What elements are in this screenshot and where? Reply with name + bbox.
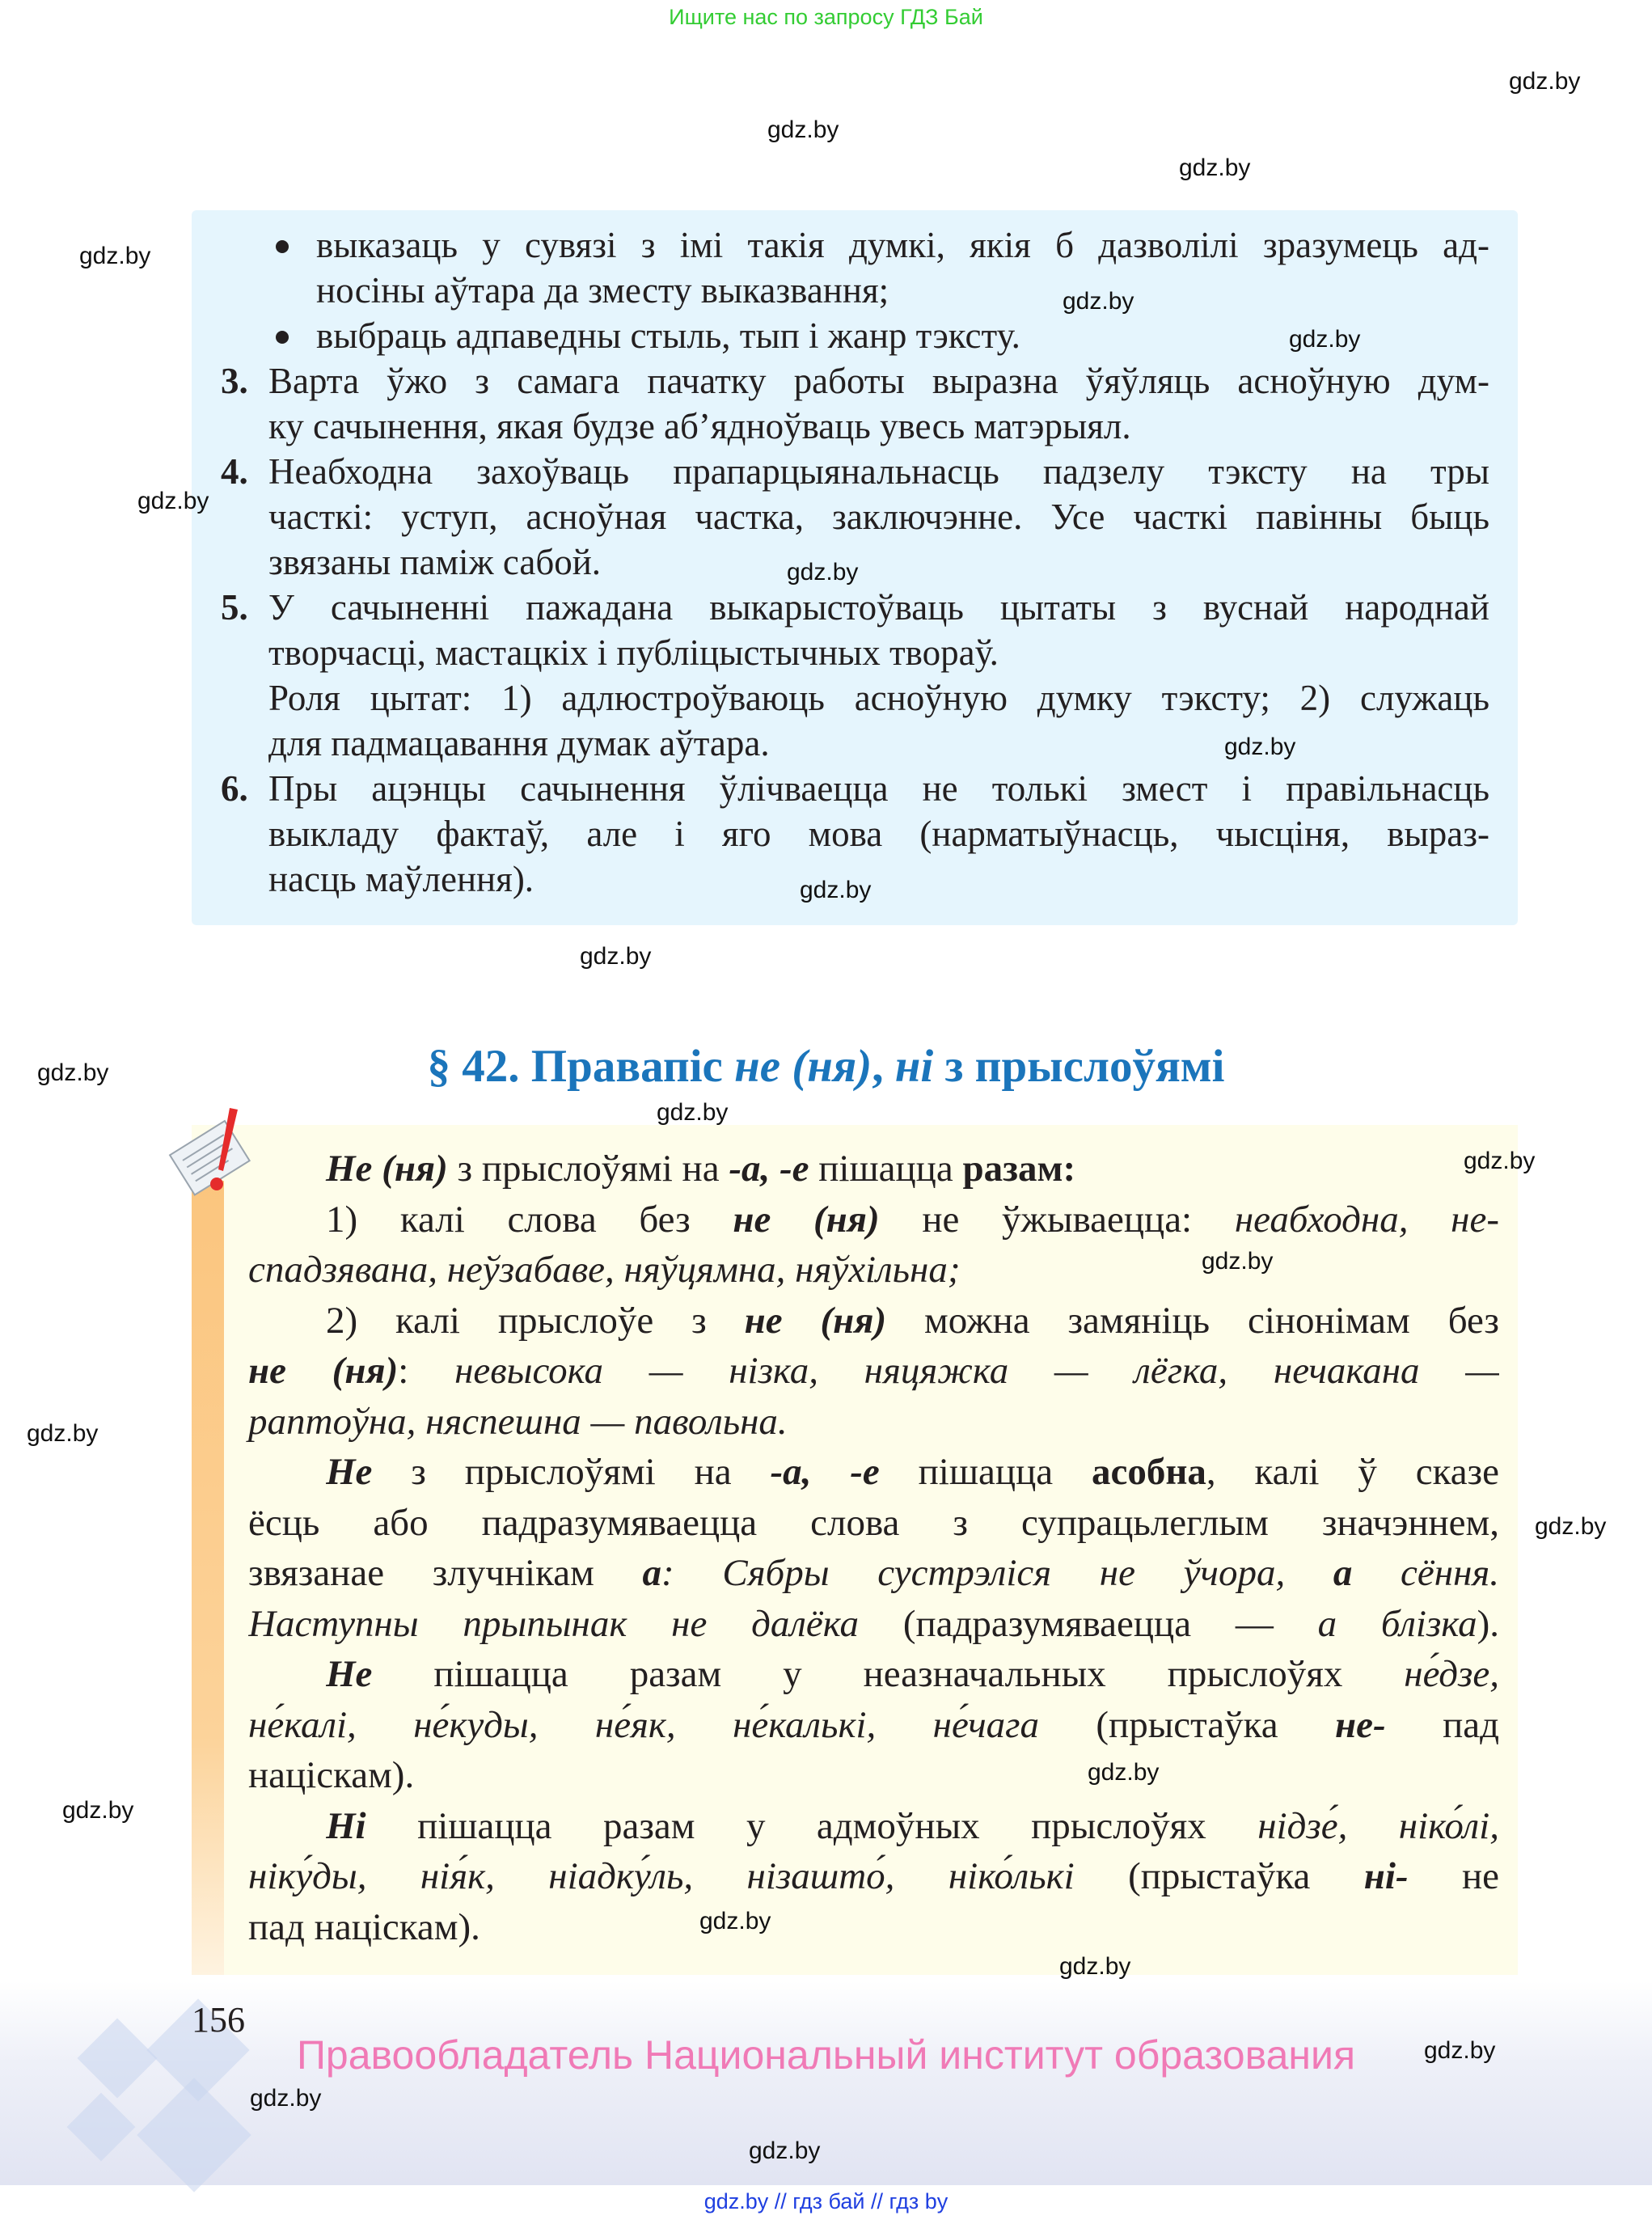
rule-line — [248, 1750, 414, 1800]
rule-text: пад націскам). — [248, 1905, 480, 1948]
rule-line — [248, 1902, 480, 1952]
heading-suffix: з прыслоўямі — [933, 1041, 1225, 1092]
rule-text: 2) калі прыслоўе з — [326, 1299, 745, 1342]
rule-box-stripe — [192, 1181, 224, 1975]
rule-emphasis: не- — [1335, 1703, 1386, 1746]
rule-text: з прыслоўямі на — [372, 1451, 771, 1493]
footer-band — [0, 1981, 1652, 2185]
rule-emphasis: Ні — [326, 1804, 366, 1847]
rule-text: можна замяніць сінонімам без — [886, 1299, 1499, 1342]
rule-emphasis: невысока — нізка, няцяжка — лёгка, нечакана — — [454, 1350, 1499, 1392]
watermark: gdz.by — [250, 2085, 322, 2112]
note-exclamation-icon — [162, 1105, 267, 1198]
watermark: gdz.by — [1289, 326, 1361, 353]
tips-line: творчасці, мастацкіх і публіцыстычных твораў. — [268, 632, 999, 673]
rule-line — [248, 1851, 1499, 1901]
rule-emphasis: -а, -е — [770, 1451, 880, 1493]
watermark: gdz.by — [1224, 734, 1296, 760]
heading-italic-ne: не (ня) — [734, 1041, 872, 1092]
watermark: gdz.by — [657, 1099, 729, 1126]
tips-line: Варта ўжо з самага пачатку работы выразна ўяўляць асноўную дум- — [268, 361, 1489, 401]
bullet-icon — [276, 331, 289, 344]
rule-text: ёсць або падразумяваецца слова з супрацьлеглым значэннем, — [248, 1501, 1499, 1544]
rule-line — [248, 1700, 1499, 1750]
rule-emphasis: Не — [326, 1451, 373, 1493]
rule-line — [248, 1346, 1499, 1396]
rule-emphasis: : Сябры сустрэліся не ўчора, — [661, 1552, 1333, 1594]
rule-box — [192, 1125, 1518, 1975]
rule-emphasis: разам: — [962, 1148, 1076, 1190]
tips-line: У сачыненні пажадана выкарыстоўваць цытаты з вуснай народнай — [268, 587, 1489, 628]
rule-emphasis: Не (ня) — [326, 1148, 448, 1190]
tips-line: выбраць адпаведны стыль, тып і жанр тэксту. — [316, 315, 1020, 356]
rule-line — [248, 1498, 1499, 1548]
watermark: gdz.by — [37, 1059, 109, 1086]
rule-text: пішацца разам у неазначальных прыслоўях — [372, 1653, 1405, 1695]
item-number: 5. — [221, 587, 248, 628]
tips-line: носіны аўтара да зместу выказвання; — [316, 270, 889, 311]
tips-line: для падмацавання думак аўтара. — [268, 723, 770, 763]
item-number: 3. — [221, 361, 248, 401]
rule-text: ). — [1477, 1602, 1499, 1645]
rule-emphasis: Наступны прыпынак не далёка — [248, 1602, 860, 1645]
watermark: gdz.by — [800, 877, 872, 903]
watermark: gdz.by — [1202, 1248, 1274, 1275]
rule-line — [326, 1801, 1499, 1851]
rule-text: пішацца разам у адмоўных прыслоўях — [365, 1804, 1258, 1847]
tips-line: ку сачынення, якая будзе аб’ядноўваць увесь матэрыял. — [268, 406, 1131, 446]
item-number: 6. — [221, 768, 248, 809]
tips-line: Роля цытат: 1) адлюстроўваюць асноўную думку тэксту; 2) служаць — [268, 678, 1489, 718]
watermark: gdz.by — [1424, 2037, 1496, 2064]
rule-text: не — [1408, 1855, 1499, 1897]
rule-emphasis: не́дзе, — [1404, 1653, 1499, 1695]
rule-emphasis: не́калі, не́куды, не́як, не́калькі, не́чага — [248, 1703, 1039, 1746]
rule-text: (падразумяваецца — — [859, 1602, 1318, 1645]
rule-text: : — [398, 1350, 455, 1392]
watermark: gdz.by — [699, 1908, 771, 1934]
rule-text: не ўжываецца: — [879, 1198, 1235, 1241]
watermark: gdz.by — [580, 943, 652, 970]
rule-emphasis: а — [642, 1552, 662, 1594]
rule-line — [248, 1397, 788, 1447]
watermark: gdz.by — [1179, 154, 1251, 181]
rule-emphasis: спадзявана, неўзабаве, няўцямна, няўхільна; — [248, 1249, 961, 1291]
rule-line — [248, 1599, 1499, 1649]
watermark: gdz.by — [1535, 1513, 1607, 1540]
watermark: gdz.by — [767, 116, 839, 143]
rule-emphasis: не (ня) — [248, 1350, 399, 1392]
rule-emphasis: -а, -е — [729, 1148, 809, 1190]
rule-text: пішацца — [879, 1451, 1092, 1493]
watermark: gdz.by — [1059, 1953, 1131, 1980]
rule-emphasis: не (ня) — [744, 1299, 887, 1342]
watermark: gdz.by — [1464, 1148, 1536, 1174]
watermark: gdz.by — [787, 559, 859, 586]
rule-text: 1) калі слова без — [326, 1198, 733, 1241]
rule-line — [326, 1144, 1075, 1194]
tips-line: Неабходна захоўваць прапарцыянальнасць падзелу тэксту на тры — [268, 451, 1489, 492]
rule-emphasis: не (ня) — [733, 1198, 880, 1241]
rule-line — [248, 1245, 960, 1295]
copyright-notice: Правообладатель Национальный институт образования — [296, 2032, 1356, 2078]
page-number: 156 — [192, 2000, 245, 2040]
item-number: 4. — [221, 451, 248, 492]
rule-line — [248, 1548, 1499, 1598]
rule-emphasis: сёння. — [1352, 1552, 1499, 1594]
watermark: gdz.by — [1509, 68, 1581, 95]
watermark: gdz.by — [1088, 1759, 1160, 1786]
rule-text: (прыстаўка — [1038, 1703, 1336, 1746]
bullet-icon — [276, 240, 289, 253]
rule-text: , калі ў сказе — [1206, 1451, 1499, 1493]
watermark: gdz.by — [27, 1420, 99, 1447]
rule-line — [326, 1649, 1499, 1699]
rule-text: націскам). — [248, 1754, 415, 1796]
rule-text: з прыслоўямі на — [447, 1148, 729, 1190]
tips-line: часткі: уступ, асноўная частка, заключэнне. Усе часткі павінны быць — [268, 497, 1489, 537]
rule-line — [326, 1194, 1499, 1245]
rule-emphasis: ні- — [1363, 1855, 1409, 1897]
watermark: gdz.by — [62, 1797, 134, 1824]
rule-line — [326, 1447, 1499, 1497]
tips-line: Пры ацэнцы сачынення ўлічваецца не толькі змест і правільнасць — [268, 768, 1489, 809]
tips-line: выкладу фактаў, але і яго мова (нарматыўнасць, чысціня, выраз- — [268, 814, 1489, 854]
rule-emphasis: нідзе́, ніко́лі, — [1257, 1804, 1499, 1847]
watermark: gdz.by — [749, 2137, 821, 2164]
heading-comma: , — [872, 1041, 895, 1092]
bottom-links[interactable]: gdz.by // гдз бай // гдз by — [703, 2189, 949, 2213]
rule-emphasis: асобна — [1091, 1451, 1206, 1493]
search-banner[interactable]: Ищите нас по запросу ГДЗ Бай — [669, 5, 983, 29]
rule-emphasis: а блізка — [1317, 1602, 1477, 1645]
tips-line: звязаны паміж сабой. — [268, 542, 602, 582]
rule-text: (прыстаўка — [1074, 1855, 1364, 1897]
rule-emphasis: раптоўна, няспешна — павольна. — [248, 1400, 788, 1443]
rule-line — [326, 1296, 1499, 1346]
watermark: gdz.by — [1063, 288, 1134, 315]
rule-emphasis: неабходна, не- — [1234, 1198, 1499, 1241]
rule-text: пішацца — [809, 1148, 963, 1190]
rule-emphasis: ніку́ды, нія́к, ніадку́ль, нізашто́, ніко́лькі — [248, 1855, 1075, 1897]
watermark: gdz.by — [79, 243, 151, 269]
rule-emphasis: Не — [326, 1653, 373, 1695]
rule-text: звязанае злучнікам — [248, 1552, 643, 1594]
rule-text: пад — [1385, 1703, 1499, 1746]
section-heading — [0, 1038, 1652, 1096]
tips-line: насць маўлення). — [268, 859, 534, 899]
tips-line: выказаць у сувязі з імі такія думкі, якія б дазволілі зразумець ад- — [316, 225, 1489, 265]
rule-emphasis: а — [1333, 1552, 1353, 1594]
heading-prefix: § 42. Правапіс — [427, 1041, 735, 1092]
heading-italic-ni: ні — [894, 1041, 934, 1092]
watermark: gdz.by — [137, 488, 209, 514]
